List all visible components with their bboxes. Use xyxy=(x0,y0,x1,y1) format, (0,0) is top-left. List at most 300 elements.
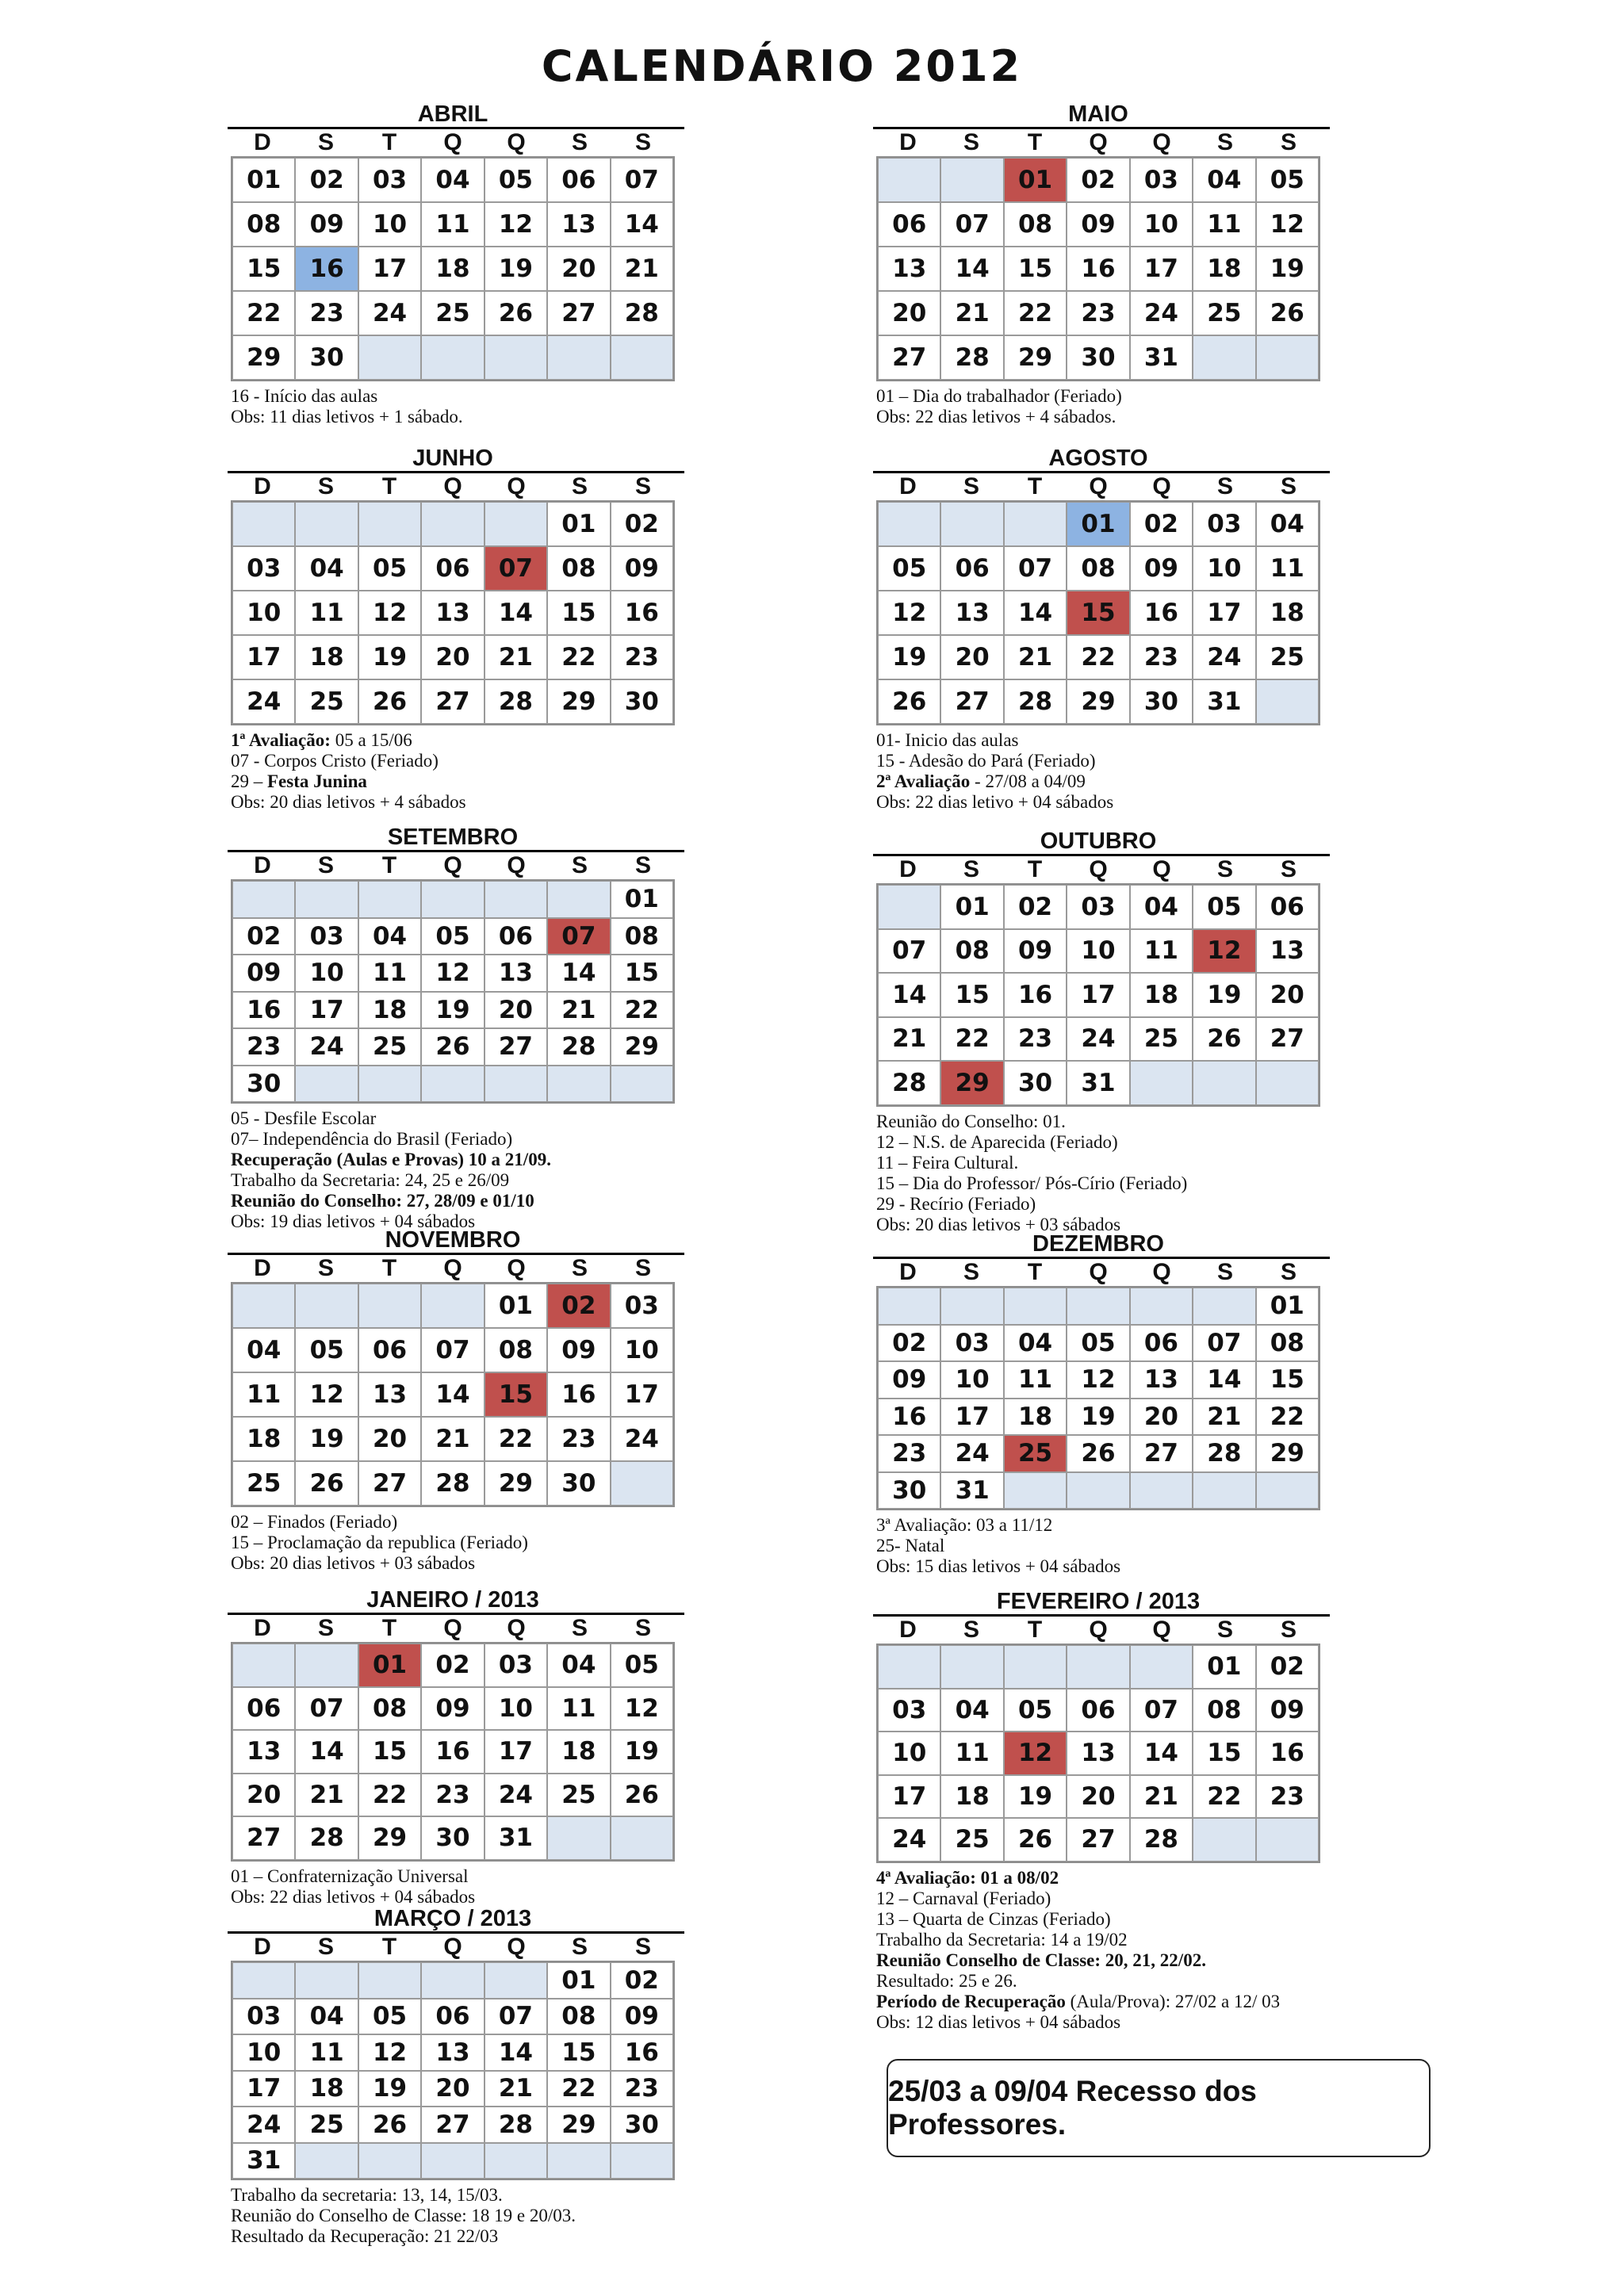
day-cell: 27 xyxy=(1130,1435,1193,1472)
holiday-day-cell: 01 xyxy=(358,1644,421,1687)
note-line: Obs: 20 dias letivos + 03 sábados xyxy=(231,1553,476,1573)
month-1 xyxy=(876,101,1320,427)
day-cell: 19 xyxy=(1004,1775,1067,1819)
empty-cell xyxy=(421,1066,484,1103)
day-cell: 19 xyxy=(421,992,484,1029)
empty-cell xyxy=(295,2143,358,2179)
day-cell: 23 xyxy=(1130,635,1193,679)
weekday-header: S xyxy=(963,1259,979,1285)
day-cell: 06 xyxy=(232,1687,295,1731)
weekday-header-row xyxy=(876,473,1320,500)
note-line: Obs: 12 dias letivos + 04 sábados xyxy=(876,2011,1121,2032)
weekday-header: S xyxy=(317,852,334,878)
weekday-header: D xyxy=(254,473,271,499)
day-cell: 27 xyxy=(547,291,610,335)
note-line: Resultado: 25 e 26. xyxy=(876,1970,1017,1991)
weekday-header: T xyxy=(381,473,397,499)
day-cell: 20 xyxy=(547,247,610,291)
month-notes xyxy=(231,386,675,427)
empty-cell xyxy=(611,1461,673,1506)
day-cell: 16 xyxy=(1004,973,1067,1017)
empty-cell xyxy=(485,1962,547,1999)
highlight-day-cell: 16 xyxy=(295,247,358,291)
empty-cell xyxy=(421,1284,484,1328)
day-cell: 27 xyxy=(485,1028,547,1066)
day-cell: 03 xyxy=(485,1644,547,1687)
day-cell: 02 xyxy=(1130,502,1193,546)
weekday-header: S xyxy=(634,1934,651,1960)
month-9 xyxy=(876,1589,1320,2033)
day-cell: 08 xyxy=(485,1328,547,1372)
day-cell: 07 xyxy=(421,1328,484,1372)
day-cell: 05 xyxy=(1256,158,1319,202)
empty-cell xyxy=(1130,1288,1193,1325)
day-cell: 03 xyxy=(358,158,421,202)
day-cell: 13 xyxy=(421,2034,484,2071)
day-cell: 20 xyxy=(1256,973,1319,1017)
day-cell: 24 xyxy=(295,1028,358,1066)
day-cell: 01 xyxy=(485,1284,547,1328)
holiday-day-cell: 25 xyxy=(1004,1435,1067,1472)
empty-cell xyxy=(295,502,358,546)
empty-cell xyxy=(421,2143,484,2179)
weekday-header: Q xyxy=(1089,1259,1108,1285)
month-grid xyxy=(231,1282,675,1507)
day-cell: 23 xyxy=(1004,1017,1067,1062)
empty-cell xyxy=(1256,1472,1319,1510)
day-cell: 10 xyxy=(1130,202,1193,247)
day-cell: 13 xyxy=(940,591,1003,635)
empty-cell xyxy=(878,885,940,929)
empty-cell xyxy=(295,881,358,918)
day-cell: 26 xyxy=(611,1774,673,1817)
day-cell: 02 xyxy=(1067,158,1129,202)
day-cell: 12 xyxy=(878,591,940,635)
day-cell: 17 xyxy=(878,1775,940,1819)
note-line: 07– Independência do Brasil (Feriado) xyxy=(231,1129,513,1149)
weekday-header-row xyxy=(876,129,1320,156)
day-cell: 22 xyxy=(232,291,295,335)
note-line: Obs: 11 dias letivos + 1 sábado. xyxy=(231,407,463,427)
empty-cell xyxy=(1130,1061,1193,1105)
day-cell: 20 xyxy=(940,635,1003,679)
day-cell: 17 xyxy=(611,1372,673,1417)
day-cell: 21 xyxy=(421,1417,484,1461)
day-cell: 26 xyxy=(421,1028,484,1066)
day-cell: 10 xyxy=(485,1687,547,1731)
day-cell: 23 xyxy=(611,2071,673,2107)
page-title: CALENDÁRIO 2012 xyxy=(541,41,1023,91)
day-cell: 07 xyxy=(295,1687,358,1731)
day-cell: 21 xyxy=(1004,635,1067,679)
day-cell: 14 xyxy=(485,2034,547,2071)
day-cell: 30 xyxy=(1004,1061,1067,1105)
day-cell: 31 xyxy=(1130,335,1193,380)
empty-cell xyxy=(940,158,1003,202)
weekday-header: Q xyxy=(443,473,462,499)
note-line: Obs: 15 dias letivos + 04 sábados xyxy=(876,1556,1121,1576)
day-cell: 01 xyxy=(940,885,1003,929)
weekday-header: T xyxy=(381,1255,397,1281)
day-cell: 09 xyxy=(1067,202,1129,247)
day-cell: 27 xyxy=(232,1816,295,1860)
day-cell: 16 xyxy=(611,2034,673,2071)
empty-cell xyxy=(1067,1288,1129,1325)
weekday-header: S xyxy=(1216,1617,1233,1643)
day-cell: 07 xyxy=(611,158,673,202)
day-cell: 06 xyxy=(421,546,484,591)
day-cell: 24 xyxy=(358,291,421,335)
day-cell: 15 xyxy=(232,247,295,291)
day-cell: 09 xyxy=(611,546,673,591)
empty-cell xyxy=(421,502,484,546)
day-cell: 29 xyxy=(1067,679,1129,724)
note-line: Reunião Conselho de Classe: 20, 21, 22/02. xyxy=(876,1950,1206,1970)
month-0 xyxy=(231,101,675,427)
day-cell: 16 xyxy=(232,992,295,1029)
day-cell: 03 xyxy=(611,1284,673,1328)
weekday-header: D xyxy=(899,1259,917,1285)
day-cell: 26 xyxy=(1067,1435,1129,1472)
day-cell: 08 xyxy=(940,929,1003,974)
weekday-header: S xyxy=(571,1255,588,1281)
day-cell: 13 xyxy=(485,955,547,992)
weekday-header: S xyxy=(634,1255,651,1281)
highlight-day-cell: 01 xyxy=(1067,502,1129,546)
day-cell: 16 xyxy=(547,1372,610,1417)
day-cell: 30 xyxy=(232,1066,295,1103)
day-cell: 11 xyxy=(358,955,421,992)
day-cell: 13 xyxy=(1130,1361,1193,1399)
day-cell: 18 xyxy=(1004,1399,1067,1436)
note-line: 1ª Avaliação: 05 a 15/06 xyxy=(231,730,412,750)
empty-cell xyxy=(1004,1472,1067,1510)
empty-cell xyxy=(295,1284,358,1328)
day-cell: 18 xyxy=(1193,247,1255,291)
day-cell: 22 xyxy=(1067,635,1129,679)
day-cell: 24 xyxy=(1067,1017,1129,1062)
day-cell: 26 xyxy=(358,679,421,724)
day-cell: 01 xyxy=(232,158,295,202)
day-cell: 05 xyxy=(358,546,421,591)
day-cell: 10 xyxy=(611,1328,673,1372)
empty-cell xyxy=(358,335,421,380)
day-cell: 08 xyxy=(1004,202,1067,247)
day-cell: 31 xyxy=(485,1816,547,1860)
day-cell: 18 xyxy=(1130,973,1193,1017)
empty-cell xyxy=(421,881,484,918)
weekday-header: Q xyxy=(443,1255,462,1281)
weekday-header: D xyxy=(254,1934,271,1960)
day-cell: 27 xyxy=(421,2107,484,2143)
day-cell: 03 xyxy=(940,1325,1003,1362)
day-cell: 14 xyxy=(421,1372,484,1417)
day-cell: 28 xyxy=(547,1028,610,1066)
day-cell: 17 xyxy=(1067,973,1129,1017)
note-line: Obs: 22 dias letivos + 4 sábados. xyxy=(876,407,1116,427)
day-cell: 16 xyxy=(878,1399,940,1436)
weekday-header: S xyxy=(634,129,651,155)
month-4 xyxy=(231,825,675,1232)
weekday-header: D xyxy=(254,1615,271,1641)
day-cell: 30 xyxy=(421,1816,484,1860)
note-line: Obs: 22 dias letivo + 04 sábados xyxy=(876,792,1114,812)
empty-cell xyxy=(1067,1472,1129,1510)
empty-cell xyxy=(232,1284,295,1328)
day-cell: 24 xyxy=(232,2107,295,2143)
weekday-header: S xyxy=(1280,129,1297,155)
weekday-header: S xyxy=(1280,1617,1297,1643)
day-cell: 09 xyxy=(1130,546,1193,591)
weekday-header: T xyxy=(1027,473,1043,499)
holiday-day-cell: 12 xyxy=(1004,1732,1067,1775)
day-cell: 12 xyxy=(295,1372,358,1417)
day-cell: 22 xyxy=(940,1017,1003,1062)
weekday-header: T xyxy=(1027,129,1043,155)
day-cell: 31 xyxy=(1193,679,1255,724)
day-cell: 15 xyxy=(358,1730,421,1774)
weekday-header: S xyxy=(571,1615,588,1641)
day-cell: 22 xyxy=(1004,291,1067,335)
day-cell: 17 xyxy=(1130,247,1193,291)
empty-cell xyxy=(611,335,673,380)
month-grid xyxy=(876,883,1320,1107)
day-cell: 02 xyxy=(878,1325,940,1362)
day-cell: 24 xyxy=(232,679,295,724)
note-line: 15 – Dia do Professor/ Pós-Círio (Feriado) xyxy=(876,1173,1188,1193)
day-cell: 30 xyxy=(1067,335,1129,380)
empty-cell xyxy=(878,502,940,546)
weekday-header-row xyxy=(876,1617,1320,1644)
note-line: 15 – Proclamação da republica (Feriado) xyxy=(231,1533,528,1552)
day-cell: 02 xyxy=(611,1962,673,1999)
empty-cell xyxy=(358,2143,421,2179)
month-notes xyxy=(231,1108,675,1232)
day-cell: 28 xyxy=(1193,1435,1255,1472)
day-cell: 17 xyxy=(295,992,358,1029)
weekday-header: Q xyxy=(1089,856,1108,882)
day-cell: 19 xyxy=(358,2071,421,2107)
weekday-header: Q xyxy=(1152,1259,1171,1285)
day-cell: 15 xyxy=(1193,1732,1255,1775)
day-cell: 07 xyxy=(1004,546,1067,591)
day-cell: 27 xyxy=(878,335,940,380)
weekday-header: S xyxy=(634,852,651,878)
day-cell: 15 xyxy=(1004,247,1067,291)
day-cell: 20 xyxy=(421,2071,484,2107)
empty-cell xyxy=(547,881,610,918)
day-cell: 22 xyxy=(547,2071,610,2107)
month-notes xyxy=(231,1512,675,1574)
day-cell: 30 xyxy=(295,335,358,380)
weekday-header: Q xyxy=(1152,1617,1171,1643)
day-cell: 22 xyxy=(547,635,610,679)
day-cell: 05 xyxy=(1193,885,1255,929)
day-cell: 08 xyxy=(1256,1325,1319,1362)
day-cell: 28 xyxy=(421,1461,484,1506)
day-cell: 17 xyxy=(358,247,421,291)
day-cell: 08 xyxy=(547,1999,610,2035)
weekday-header: S xyxy=(1280,1259,1297,1285)
day-cell: 02 xyxy=(1256,1645,1319,1689)
note-line: Resultado da Recuperação: 21 22/03 xyxy=(231,2226,499,2246)
day-cell: 11 xyxy=(1256,546,1319,591)
day-cell: 25 xyxy=(421,291,484,335)
day-cell: 17 xyxy=(232,635,295,679)
weekday-header: D xyxy=(899,473,917,499)
note-line: Reunião do Conselho de Classe: 18 19 e 20/03. xyxy=(231,2206,576,2225)
day-cell: 09 xyxy=(232,955,295,992)
weekday-header: Q xyxy=(1089,1617,1108,1643)
weekday-header-row xyxy=(231,852,675,879)
day-cell: 19 xyxy=(485,247,547,291)
day-cell: 17 xyxy=(1193,591,1255,635)
day-cell: 21 xyxy=(878,1017,940,1062)
day-cell: 19 xyxy=(295,1417,358,1461)
day-cell: 23 xyxy=(878,1435,940,1472)
day-cell: 02 xyxy=(421,1644,484,1687)
day-cell: 09 xyxy=(421,1687,484,1731)
weekday-header: S xyxy=(317,473,334,499)
empty-cell xyxy=(547,1066,610,1103)
weekday-header: Q xyxy=(1089,473,1108,499)
empty-cell xyxy=(1193,1061,1255,1105)
day-cell: 24 xyxy=(1193,635,1255,679)
day-cell: 28 xyxy=(1004,679,1067,724)
day-cell: 28 xyxy=(295,1816,358,1860)
empty-cell xyxy=(1130,1645,1193,1689)
day-cell: 05 xyxy=(295,1328,358,1372)
note-line: 01 – Confraternização Universal xyxy=(231,1866,469,1886)
month-name: MAIO xyxy=(1068,101,1128,127)
day-cell: 10 xyxy=(1193,546,1255,591)
weekday-header: S xyxy=(634,473,651,499)
day-cell: 24 xyxy=(611,1417,673,1461)
note-line: 12 – N.S. de Aparecida (Feriado) xyxy=(876,1131,1118,1152)
day-cell: 25 xyxy=(295,2107,358,2143)
holiday-day-cell: 07 xyxy=(547,918,610,955)
empty-cell xyxy=(421,1962,484,1999)
month-name: NOVEMBRO xyxy=(385,1227,521,1253)
empty-cell xyxy=(295,1066,358,1103)
empty-cell xyxy=(1193,335,1255,380)
empty-cell xyxy=(358,881,421,918)
day-cell: 31 xyxy=(1067,1061,1129,1105)
day-cell: 26 xyxy=(878,679,940,724)
weekday-header: S xyxy=(1216,856,1233,882)
day-cell: 09 xyxy=(611,1999,673,2035)
empty-cell xyxy=(547,2143,610,2179)
weekday-header: Q xyxy=(507,473,526,499)
day-cell: 30 xyxy=(878,1472,940,1510)
day-cell: 15 xyxy=(1256,1361,1319,1399)
weekday-header: S xyxy=(963,1617,979,1643)
day-cell: 05 xyxy=(358,1999,421,2035)
empty-cell xyxy=(358,1066,421,1103)
weekday-header: S xyxy=(963,473,979,499)
day-cell: 14 xyxy=(1193,1361,1255,1399)
empty-cell xyxy=(1193,1472,1255,1510)
month-name: OUTUBRO xyxy=(1040,828,1157,854)
day-cell: 18 xyxy=(295,635,358,679)
day-cell: 06 xyxy=(1130,1325,1193,1362)
day-cell: 24 xyxy=(485,1774,547,1817)
holiday-day-cell: 01 xyxy=(1004,158,1067,202)
note-line: 13 – Quarta de Cinzas (Feriado) xyxy=(876,1908,1111,1929)
weekday-header: Q xyxy=(507,129,526,155)
day-cell: 17 xyxy=(940,1399,1003,1436)
day-cell: 30 xyxy=(547,1461,610,1506)
day-cell: 21 xyxy=(1193,1399,1255,1436)
month-grid xyxy=(876,500,1320,725)
day-cell: 30 xyxy=(611,2107,673,2143)
day-cell: 25 xyxy=(358,1028,421,1066)
weekday-header: Q xyxy=(1152,129,1171,155)
day-cell: 06 xyxy=(878,202,940,247)
note-line: 11 – Feira Cultural. xyxy=(876,1152,1019,1173)
month-2 xyxy=(231,446,675,813)
empty-cell xyxy=(1067,1645,1129,1689)
day-cell: 13 xyxy=(878,247,940,291)
note-line: 4ª Avaliação: 01 a 08/02 xyxy=(876,1867,1059,1888)
weekday-header: Q xyxy=(1089,129,1108,155)
day-cell: 26 xyxy=(295,1461,358,1506)
note-line: Trabalho da Secretaria: 14 a 19/02 xyxy=(876,1929,1128,1950)
month-name: JUNHO xyxy=(412,446,493,471)
day-cell: 01 xyxy=(547,1962,610,1999)
day-cell: 02 xyxy=(295,158,358,202)
day-cell: 14 xyxy=(485,591,547,635)
day-cell: 21 xyxy=(485,2071,547,2107)
day-cell: 19 xyxy=(611,1730,673,1774)
note-line: Obs: 22 dias letivos + 04 sábados xyxy=(231,1886,476,1907)
empty-cell xyxy=(1193,1818,1255,1862)
day-cell: 02 xyxy=(232,918,295,955)
weekday-header-row xyxy=(231,1255,675,1282)
weekday-header: Q xyxy=(507,1255,526,1281)
empty-cell xyxy=(358,1284,421,1328)
weekday-header: S xyxy=(1216,1259,1233,1285)
weekday-header: T xyxy=(1027,856,1043,882)
day-cell: 14 xyxy=(611,202,673,247)
day-cell: 07 xyxy=(1130,1689,1193,1732)
day-cell: 06 xyxy=(1067,1689,1129,1732)
month-notes xyxy=(876,1515,1320,1577)
day-cell: 11 xyxy=(1193,202,1255,247)
weekday-header: T xyxy=(381,129,397,155)
day-cell: 09 xyxy=(1004,929,1067,974)
holiday-day-cell: 02 xyxy=(547,1284,610,1328)
empty-cell xyxy=(358,502,421,546)
note-line: 12 – Carnaval (Feriado) xyxy=(876,1888,1051,1908)
day-cell: 31 xyxy=(940,1472,1003,1510)
day-cell: 07 xyxy=(940,202,1003,247)
day-cell: 13 xyxy=(232,1730,295,1774)
day-cell: 27 xyxy=(421,679,484,724)
weekday-header-row xyxy=(876,1259,1320,1286)
month-name: FEVEREIRO / 2013 xyxy=(996,1589,1201,1614)
note-line: Trabalho da secretaria: 13, 14, 15/03. xyxy=(231,2185,503,2205)
day-cell: 11 xyxy=(940,1732,1003,1775)
day-cell: 19 xyxy=(1193,973,1255,1017)
note-line: 05 - Desfile Escolar xyxy=(231,1108,377,1128)
day-cell: 05 xyxy=(611,1644,673,1687)
month-name: AGOSTO xyxy=(1048,446,1148,471)
day-cell: 23 xyxy=(547,1417,610,1461)
weekday-header: Q xyxy=(443,1934,462,1960)
day-cell: 11 xyxy=(547,1687,610,1731)
day-cell: 07 xyxy=(1193,1325,1255,1362)
